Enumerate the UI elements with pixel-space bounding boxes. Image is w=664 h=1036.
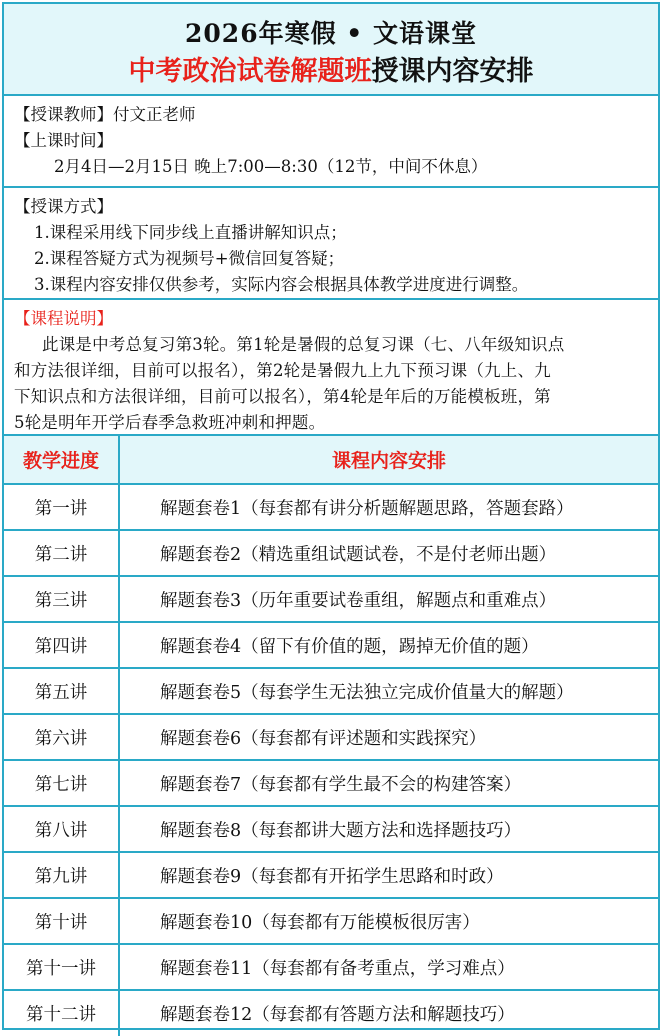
lesson-content: 解题套卷11（每套都有备考重点，学习难点） xyxy=(119,944,658,990)
table-row xyxy=(4,944,658,990)
lesson-number: 第二讲 xyxy=(4,530,119,576)
title-highlight: 中考政治试卷解题班 xyxy=(128,56,372,87)
table-row xyxy=(4,806,658,852)
description-section xyxy=(4,300,658,436)
column-header-progress: 教学进度 xyxy=(4,436,119,484)
table-row xyxy=(4,484,658,530)
lesson-number: 第十二讲 xyxy=(4,990,119,1036)
schedule-poster xyxy=(2,2,660,1030)
description-line: 5轮是明年开学后春季急救班冲刺和押题。 xyxy=(14,413,326,432)
header-subtitle: 2026年寒假 • 文语课堂 xyxy=(185,19,477,48)
lesson-number: 第一讲 xyxy=(4,484,119,530)
description-text xyxy=(14,332,648,436)
description-line: 下知识点和方法很详细，目前可以报名），第4轮是年后的万能模板班，第 xyxy=(14,387,551,406)
lesson-number: 第十一讲 xyxy=(4,944,119,990)
lesson-number: 第三讲 xyxy=(4,576,119,622)
poster-header xyxy=(4,4,658,96)
lesson-number: 第七讲 xyxy=(4,760,119,806)
table-row xyxy=(4,898,658,944)
column-header-content: 课程内容安排 xyxy=(119,436,658,484)
table-row xyxy=(4,576,658,622)
lesson-content: 解题套卷8（每套都讲大题方法和选择题技巧） xyxy=(119,806,658,852)
teacher-label: 【授课教师】 xyxy=(14,105,113,124)
description-line: 此课是中考总复习第3轮。第1轮是暑假的总复习课（七、八年级知识点 xyxy=(42,335,565,354)
table-row xyxy=(4,714,658,760)
method-item: 2.课程答疑方式为视频号+微信回复答疑； xyxy=(34,249,345,268)
schedule-table xyxy=(4,436,658,1036)
table-header-row xyxy=(4,436,658,484)
description-line: 和方法很详细，目前可以报名），第2轮是暑假九上九下预习课（九上、九 xyxy=(14,361,551,380)
table-row xyxy=(4,622,658,668)
table-row xyxy=(4,760,658,806)
teacher-row xyxy=(14,102,648,128)
title-rest: 授课内容安排 xyxy=(371,56,534,87)
teacher-value: 付文正老师 xyxy=(113,105,196,124)
lesson-number: 第九讲 xyxy=(4,852,119,898)
method-item: 1.课程采用线下同步线上直播讲解知识点； xyxy=(34,223,347,242)
lesson-content: 解题套卷3（历年重要试卷重组，解题点和重难点） xyxy=(119,576,658,622)
method-label: 【授课方式】 xyxy=(14,197,113,216)
page-title xyxy=(4,54,658,90)
lesson-content: 解题套卷5（每套学生无法独立完成价值量大的解题） xyxy=(119,668,658,714)
lesson-number: 第八讲 xyxy=(4,806,119,852)
lesson-content: 解题套卷2（精选重组试题试卷，不是付老师出题） xyxy=(119,530,658,576)
table-row xyxy=(4,852,658,898)
lesson-content: 解题套卷7（每套都有学生最不会的构建答案） xyxy=(119,760,658,806)
lesson-content: 解题套卷9（每套都有开拓学生思路和时政） xyxy=(119,852,658,898)
lesson-number: 第六讲 xyxy=(4,714,119,760)
time-value: 2月4日—2月15日 晚上7:00—8:30（12节，中间不休息） xyxy=(54,157,488,176)
method-section xyxy=(4,188,658,300)
table-row xyxy=(4,530,658,576)
table-row xyxy=(4,668,658,714)
method-item: 3.课程内容安排仅供参考，实际内容会根据具体教学进度进行调整。 xyxy=(34,275,529,294)
description-label: 【课程说明】 xyxy=(14,309,113,328)
lesson-content: 解题套卷6（每套都有评述题和实践探究） xyxy=(119,714,658,760)
table-row xyxy=(4,990,658,1036)
lesson-number: 第五讲 xyxy=(4,668,119,714)
lesson-content: 解题套卷1（每套都有讲分析题解题思路，答题套路） xyxy=(119,484,658,530)
info-section xyxy=(4,96,658,188)
lesson-number: 第四讲 xyxy=(4,622,119,668)
table-body xyxy=(4,484,658,1036)
time-label: 【上课时间】 xyxy=(14,131,113,150)
lesson-content: 解题套卷10（每套都有万能模板很厉害） xyxy=(119,898,658,944)
lesson-content: 解题套卷4（留下有价值的题，踢掉无价值的题） xyxy=(119,622,658,668)
lesson-number: 第十讲 xyxy=(4,898,119,944)
lesson-content: 解题套卷12（每套都有答题方法和解题技巧） xyxy=(119,990,658,1036)
